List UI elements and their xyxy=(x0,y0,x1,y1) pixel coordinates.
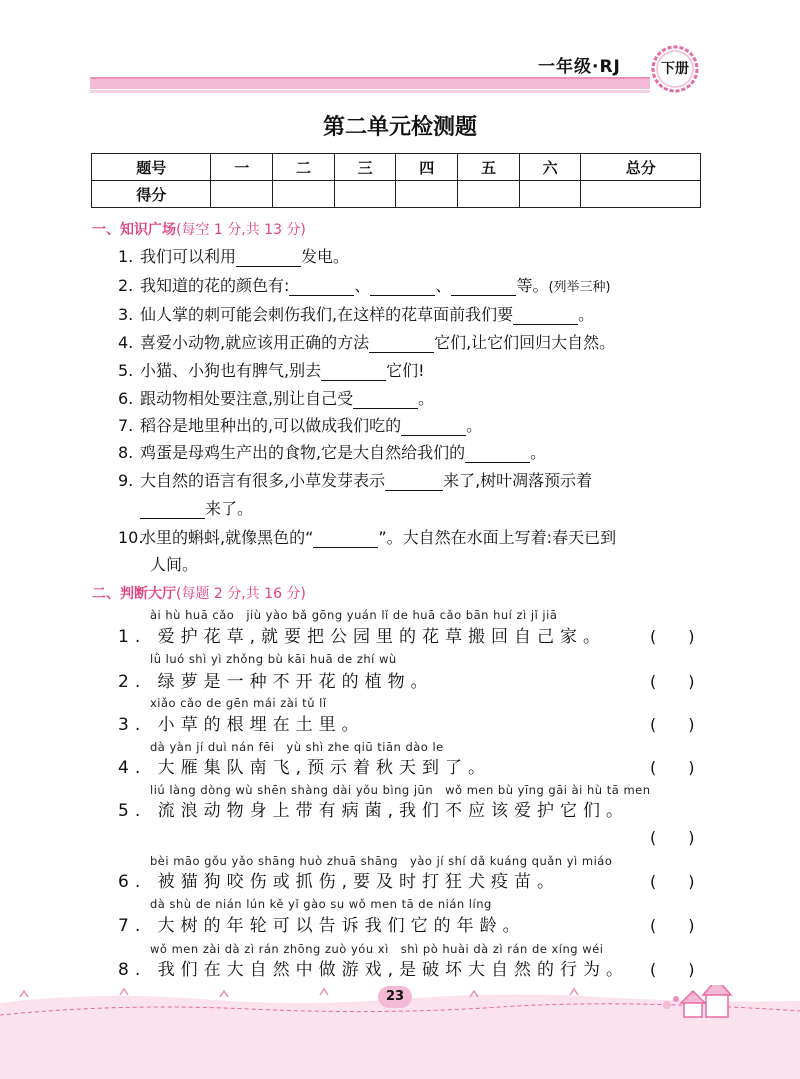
question-10-continued: 人间。 xyxy=(150,555,199,574)
header-divider-thin xyxy=(90,90,650,93)
grade-label: 一年级·RJ xyxy=(538,57,621,77)
score-cell: 五 xyxy=(458,154,520,181)
header-divider xyxy=(90,77,650,89)
answer-blank[interactable] xyxy=(236,251,301,267)
judge-item-8: 8. 我们在大自然中做游戏,是破坏大自然的行为。 xyxy=(118,960,630,980)
score-input-cell[interactable] xyxy=(458,181,520,208)
answer-blank[interactable] xyxy=(140,503,205,519)
volume-label: 下册 xyxy=(661,61,689,77)
judge-item-4: 4. 大雁集队南飞,预示着秋天到了。 xyxy=(118,758,492,778)
answer-paren[interactable]: ( ) xyxy=(650,715,695,734)
score-row-label: 得分 xyxy=(92,181,211,208)
answer-blank[interactable] xyxy=(370,280,435,296)
answer-blank[interactable] xyxy=(353,393,418,409)
score-cell: 六 xyxy=(519,154,581,181)
question-10: 10.水里的蝌蚪,就像黑色的“ ”。大自然在水面上写着:春天已到 xyxy=(118,528,617,547)
item-pinyin: lǜ luó shì yì zhǒng bù kāi huā de zhí wù xyxy=(150,652,397,666)
answer-blank[interactable] xyxy=(321,365,386,381)
answer-paren[interactable]: ( ) xyxy=(650,828,695,847)
section2-note: (每题 2 分,共 16 分) xyxy=(176,586,306,602)
question-7: 7. 稻谷是地里种出的,可以做成我们吃的 。 xyxy=(118,416,483,435)
score-input-cell[interactable] xyxy=(211,181,273,208)
answer-blank[interactable] xyxy=(401,420,466,436)
item-pinyin: wǒ men zài dà zì rán zhōng zuò yóu xì shì pò huài dà zì rán de xíng wéi xyxy=(150,942,604,956)
score-input-cell[interactable] xyxy=(396,181,458,208)
answer-blank[interactable] xyxy=(289,280,354,296)
question-9: 9. 大自然的语言有很多,小草发芽表示 来了,树叶凋落预示着 xyxy=(118,471,593,490)
page-title: 第二单元检测题 xyxy=(322,114,477,140)
score-table xyxy=(91,153,701,208)
answer-blank[interactable] xyxy=(369,337,434,353)
score-input-cell[interactable] xyxy=(519,181,581,208)
answer-blank[interactable] xyxy=(465,447,530,463)
section1-title xyxy=(92,219,306,239)
score-cell: 四 xyxy=(396,154,458,181)
answer-paren[interactable]: ( ) xyxy=(650,916,695,935)
judge-item-2: 2. 绿萝是一种不开花的植物。 xyxy=(118,672,434,692)
item-pinyin: liú làng dòng wù shēn shàng dài yǒu bìng jūn wǒ men bù yīng gāi ài hù tā men xyxy=(150,783,651,797)
judge-item-1: 1. 爱护花草,就要把公园里的花草搬回自己家。 xyxy=(118,627,607,647)
item-pinyin: xiǎo cǎo de gēn mái zài tǔ lǐ xyxy=(150,696,327,710)
score-input-cell[interactable] xyxy=(581,181,701,208)
score-cell: 二 xyxy=(273,154,335,181)
answer-blank[interactable] xyxy=(313,532,378,548)
answer-paren[interactable]: ( ) xyxy=(650,960,695,979)
question-2: 2. 我知道的花的颜色有: 、 、 等。(列举三种) xyxy=(118,276,611,295)
answer-paren[interactable]: ( ) xyxy=(650,758,695,777)
section1-heading: 一、知识广场 xyxy=(92,222,176,238)
judge-item-3: 3. 小草的根埋在土里。 xyxy=(118,715,365,735)
question-9-continued: 来了。 xyxy=(140,496,253,519)
score-cell: 题号 xyxy=(92,154,211,181)
question-1: 1. 我们可以利用 发电。 xyxy=(118,247,350,266)
question-6: 6. 跟动物相处要注意,别让自己受 。 xyxy=(118,389,435,408)
score-input-cell[interactable] xyxy=(273,181,335,208)
item-pinyin: ài hù huā cǎo jiù yào bǎ gōng yuán lǐ de huā cǎo bān huí zì jǐ jiā xyxy=(150,608,558,622)
score-table-header-row xyxy=(92,154,701,181)
question-3: 3. 仙人掌的刺可能会刺伤我们,在这样的花草面前我们要 。 xyxy=(118,305,595,324)
score-cell: 三 xyxy=(334,154,396,181)
item-pinyin: dà yàn jí duì nán fēi yù shì zhe qiū tiān dào le xyxy=(150,740,444,754)
question-4: 4. 喜爱小动物,就应该用正确的方法 它们,让它们回归大自然。 xyxy=(118,333,616,352)
item-pinyin: bèi māo gǒu yǎo shāng huò zhuā shāng yào jí shí dǎ kuáng quǎn yì miáo xyxy=(150,854,613,868)
page-number: 23 xyxy=(378,986,412,1008)
answer-paren[interactable]: ( ) xyxy=(650,872,695,891)
answer-blank[interactable] xyxy=(513,309,578,325)
answer-blank[interactable] xyxy=(451,280,516,296)
item-pinyin: dà shù de nián lún kě yǐ gào su wǒ men tā de nián líng xyxy=(150,897,492,911)
answer-paren[interactable]: ( ) xyxy=(650,627,695,646)
judge-item-5: 5. 流浪动物身上带有病菌,我们不应该爱护它们。 xyxy=(118,801,630,821)
judge-item-7: 7. 大树的年轮可以告诉我们它的年龄。 xyxy=(118,916,526,936)
question-5: 5. 小猫、小狗也有脾气,别去 它们! xyxy=(118,361,425,380)
judge-item-6: 6. 被猫狗咬伤或抓伤,要及时打狂犬疫苗。 xyxy=(118,872,561,892)
score-table-score-row xyxy=(92,181,701,208)
answer-blank[interactable] xyxy=(385,475,443,491)
section1-note: (每空 1 分,共 13 分) xyxy=(176,222,306,238)
answer-paren[interactable]: ( ) xyxy=(650,672,695,691)
section2-heading: 二、判断大厅 xyxy=(92,586,176,602)
question-8: 8. 鸡蛋是母鸡生产出的食物,它是大自然给我们的 。 xyxy=(118,443,547,462)
volume-badge xyxy=(650,44,700,94)
section2-title xyxy=(92,583,306,603)
score-cell: 一 xyxy=(211,154,273,181)
score-input-cell[interactable] xyxy=(334,181,396,208)
score-cell: 总分 xyxy=(581,154,701,181)
